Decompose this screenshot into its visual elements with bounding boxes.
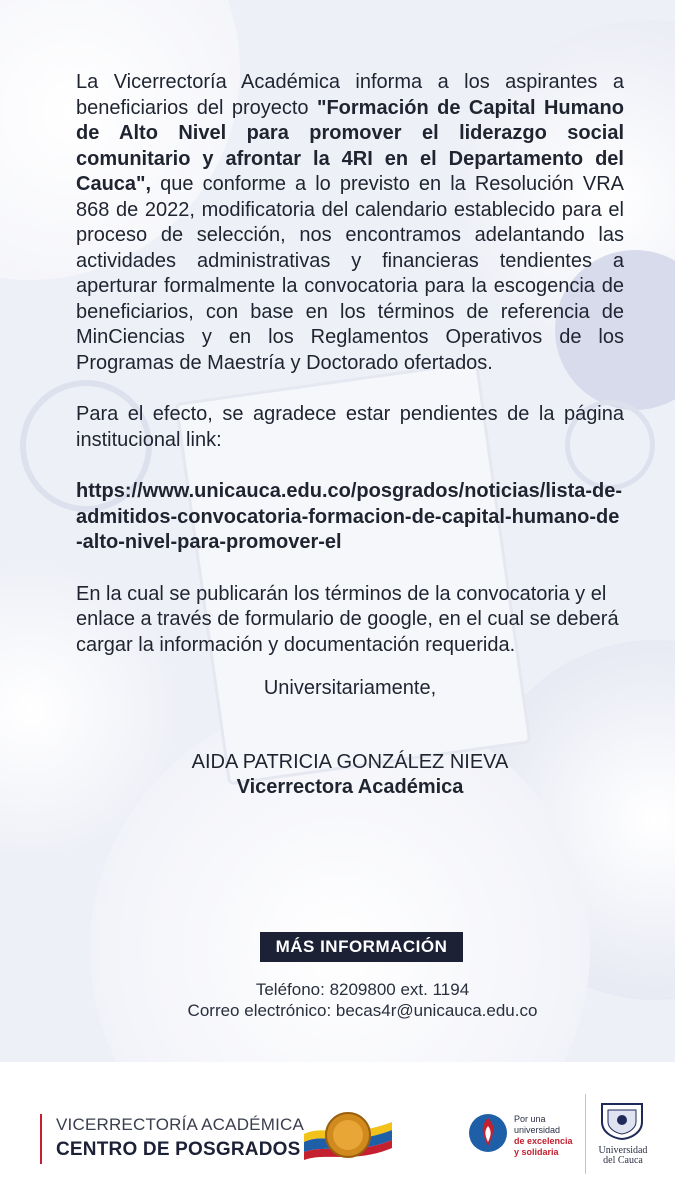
- instructions-paragraph: Para el efecto, se agradece estar pendientes de la página institucional link:: [76, 403, 624, 451]
- footer-accent-line: [40, 1114, 42, 1164]
- intro-text-end: que conforme a lo previsto en la Resolución VRA 868 de 2022, modificatoria del calendario establecido para el proceso de selección, nos encontramos adelantando las actividades administrativas y financieras tendientes a aperturar formalmente la convocatoria para la escogencia de beneficiarios, con base en los términos de referencia de MinCiencias y en los Reglamentos Operativos de los Programas de Maestría y Doctorado ofertados.: [76, 173, 624, 374]
- institutional-link[interactable]: https://www.unicauca.edu.co/posgrados/noticias/lista-de-admitidos-convocatoria-formacion-de-capital-humano-de-alto-nivel-para-promover-el: [76, 480, 623, 553]
- footer-bar: [0, 1062, 675, 1200]
- campaign-text: [514, 1114, 573, 1158]
- intro-text: La Vicerrectoría Académica informa a los aspirantes a beneficiarios del proyecto: [76, 71, 624, 119]
- campaign-line: Por una: [514, 1114, 546, 1124]
- campaign-line: universidad: [514, 1125, 561, 1135]
- contact-phone: Teléfono: 8209800 ext. 1194: [255, 980, 470, 999]
- campaign-logo: [468, 1110, 580, 1160]
- campaign-line-highlight: y solidaria: [514, 1147, 559, 1157]
- university-name: [588, 1146, 658, 1166]
- signer-name: AIDA PATRICIA GONZÁLEZ NIEVA: [191, 750, 509, 773]
- project-title: "Formación de Capital Humano de Alto Nivel para promover el liderazgo social comunitario y afrontar la 4RI en el Departamento del Cauca",: [76, 96, 624, 195]
- publication-paragraph: En la cual se publicarán los términos de la convocatoria y el enlace a través de formulario de google, en el cual se deberá cargar la información y documentación requerida.: [76, 582, 619, 656]
- signer-role: Vicerrectora Académica: [236, 776, 464, 798]
- accreditation-seal-logo: [304, 1108, 392, 1166]
- footer-office-line1: VICERRECTORÍA ACADÉMICA: [56, 1115, 305, 1134]
- university-shield-icon: [596, 1100, 648, 1140]
- footer-divider: [585, 1094, 586, 1174]
- footer-office-line2: CENTRO DE POSGRADOS: [56, 1139, 301, 1160]
- closing-salutation: Universitariamente,: [263, 677, 437, 699]
- campaign-line-highlight: de excelencia: [514, 1136, 573, 1146]
- accreditation-seal-icon: [304, 1108, 392, 1166]
- more-info-button[interactable]: MÁS INFORMACIÓN: [260, 932, 463, 962]
- contact-email[interactable]: Correo electrónico: becas4r@unicauca.edu.co: [187, 1001, 538, 1020]
- announcement-body: [76, 70, 624, 801]
- university-name-line: Universidad: [598, 1145, 648, 1156]
- intro-paragraph: [76, 70, 624, 376]
- university-name-line: del Cauca: [603, 1155, 643, 1166]
- flame-hands-icon: [468, 1112, 508, 1154]
